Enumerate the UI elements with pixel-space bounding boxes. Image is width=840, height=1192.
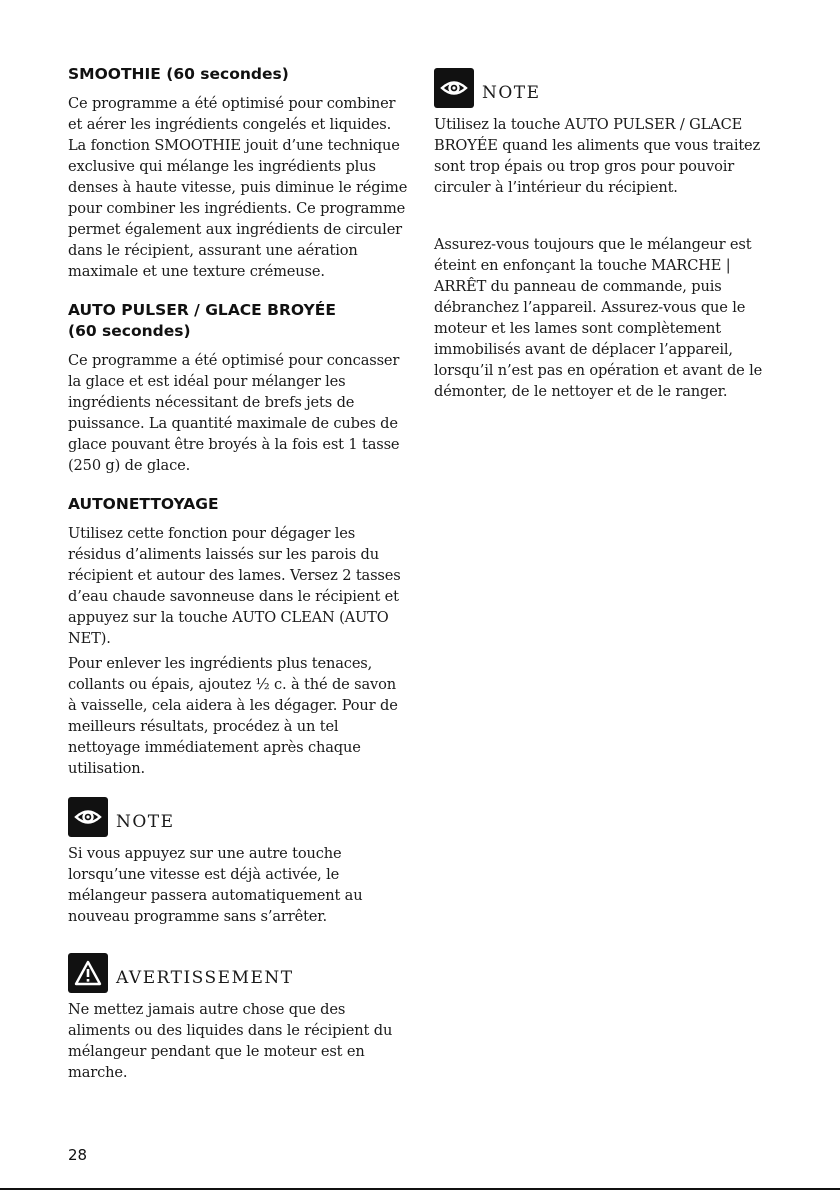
safety-paragraph: Assurez-vous toujours que le mélangeur est éteint en enfonçant la touche MARCHE | ARRÊT du panneau de commande, puis débranchez l’appareil. Assurez-vous que le moteur et les lames sont complètement immobilisés avant de déplacer l’appareil, lorsqu’il n’est pas en opération et avant de le démonter, de le nettoyer et de le ranger. [434, 236, 763, 400]
warning-header [68, 953, 408, 993]
section-auto-pulse [68, 300, 408, 476]
right-column [434, 68, 764, 406]
warning-triangle-icon [68, 953, 108, 993]
bottom-rule [0, 1188, 840, 1190]
section-paragraph: Ce programme a été optimisé pour combiner et aérer les ingrédients congelés et liquides. La fonction SMOOTHIE jouit d’une technique exclusive qui mélange les ingrédients plus denses à haute vitesse, puis diminue le régime pour combiner les ingrédients. Ce programme permet également aux ingrédients de circuler dans le récipient, assurant une aération maximale et une texture crémeuse. [68, 95, 408, 280]
page-number: 28 [68, 1146, 88, 1164]
note-callout-left [68, 797, 408, 927]
note-header [68, 797, 408, 837]
section-paragraph: Ce programme a été optimisé pour concasser la glace et est idéal pour mélanger les ingrédients nécessitant de brefs jets de puissance. La quantité maximale de cubes de glace pouvant être broyés à la fois est 1 tasse (250 g) de glace. [68, 352, 400, 474]
eye-icon [68, 797, 108, 837]
section-paragraph: Pour enlever les ingrédients plus tenaces, collants ou épais, ajoutez ½ c. à thé de savon à vaisselle, cela aidera à les dégager. Pour de meilleurs résultats, procédez à un tel nettoyage immédiatement après chaque utilisation. [68, 655, 398, 777]
section-paragraph: Utilisez cette fonction pour dégager les résidus d’aliments laissés sur les parois du récipient et autour des lames. Versez 2 tasses d’eau chaude savonneuse dans le récipient et appuyez sur la touche AUTO CLEAN (AUTO NET). [68, 525, 401, 647]
warning-title: AVERTISSEMENT [116, 968, 294, 988]
note-title: NOTE [116, 812, 175, 832]
note-text: Utilisez la touche AUTO PULSER / GLACE BROYÉE quand les aliments que vous traitez sont trop épais ou trop gros pour pouvoir circuler à l’intérieur du récipient. [434, 116, 761, 196]
section-heading-self-clean: AUTONETTOYAGE [68, 495, 219, 513]
note-header [434, 68, 764, 108]
eye-icon [434, 68, 474, 108]
note-text: Si vous appuyez sur une autre touche lorsqu’une vitesse est déjà activée, le mélangeur passera automatiquement au nouveau programme sans s’arrêter. [68, 845, 363, 925]
section-self-clean [68, 494, 408, 779]
section-smoothie [68, 64, 408, 282]
warning-text: Ne mettez jamais autre chose que des aliments ou des liquides dans le récipient du mélangeur pendant que le moteur est en marche. [68, 1001, 393, 1081]
note-title: NOTE [482, 83, 541, 103]
warning-callout [68, 953, 408, 1083]
section-heading-auto-pulse: AUTO PULSER / GLACE BROYÉE (60 secondes) [68, 301, 336, 340]
left-column [68, 64, 408, 1109]
note-callout-right [434, 68, 764, 198]
section-heading-smoothie: SMOOTHIE (60 secondes) [68, 65, 289, 83]
